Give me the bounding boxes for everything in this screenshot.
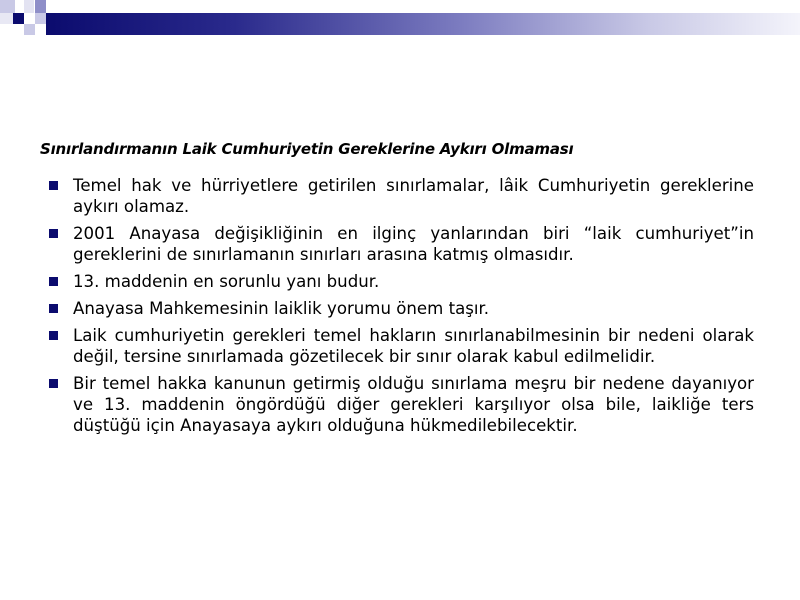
square-bullet-icon bbox=[49, 229, 58, 238]
bullet-text: Laik cumhuriyetin gerekleri temel hakların sınırlanabilmesinin bir nedeni olarak değil, tersine sınırlamada gözetilecek bir sınır olarak kabul edilmelidir. bbox=[73, 326, 754, 366]
decor-square bbox=[35, 13, 46, 24]
bullet-text: Temel hak ve hürriyetlere getirilen sınırlamalar, lâik Cumhuriyetin gereklerine aykırı olamaz. bbox=[73, 176, 754, 216]
decor-square bbox=[0, 0, 15, 13]
square-bullet-icon bbox=[49, 379, 58, 388]
bullet-text: 2001 Anayasa değişikliğinin en ilginç yanlarından biri “laik cumhuriyet”in gereklerini de sınırlamanın sınırları arasına katmış olmasıdır. bbox=[73, 224, 754, 264]
decor-square bbox=[35, 0, 46, 13]
bullet-item bbox=[48, 271, 754, 292]
bullet-text: Bir temel hakka kanunun getirmiş olduğu sınırlama meşru bir nedene dayanıyor ve 13. maddenin öngördüğü diğer gerekleri karşılıyor olsa bile, laikliğe ters düştüğü için Anayasaya aykırı olduğuna hükmedilebilecektir. bbox=[73, 374, 754, 435]
decor-square bbox=[24, 0, 34, 13]
slide-title: Sınırlandırmanın Laik Cumhuriyetin Gereklerine Aykırı Olmaması bbox=[40, 140, 574, 158]
square-bullet-icon bbox=[49, 304, 58, 313]
decor-square bbox=[13, 13, 24, 24]
bullet-text: Anayasa Mahkemesinin laiklik yorumu önem taşır. bbox=[73, 299, 490, 318]
square-bullet-icon bbox=[49, 331, 58, 340]
bullet-list bbox=[48, 175, 754, 442]
bullet-text: 13. maddenin en sorunlu yanı budur. bbox=[73, 272, 380, 291]
bullet-item bbox=[48, 223, 754, 265]
square-bullet-icon bbox=[49, 277, 58, 286]
bullet-item bbox=[48, 298, 754, 319]
bullet-item bbox=[48, 175, 754, 217]
square-bullet-icon bbox=[49, 181, 58, 190]
bullet-item bbox=[48, 325, 754, 367]
decor-square bbox=[0, 13, 13, 24]
header-gradient-bar bbox=[46, 13, 800, 35]
bullet-item bbox=[48, 373, 754, 436]
decor-square bbox=[24, 24, 35, 35]
